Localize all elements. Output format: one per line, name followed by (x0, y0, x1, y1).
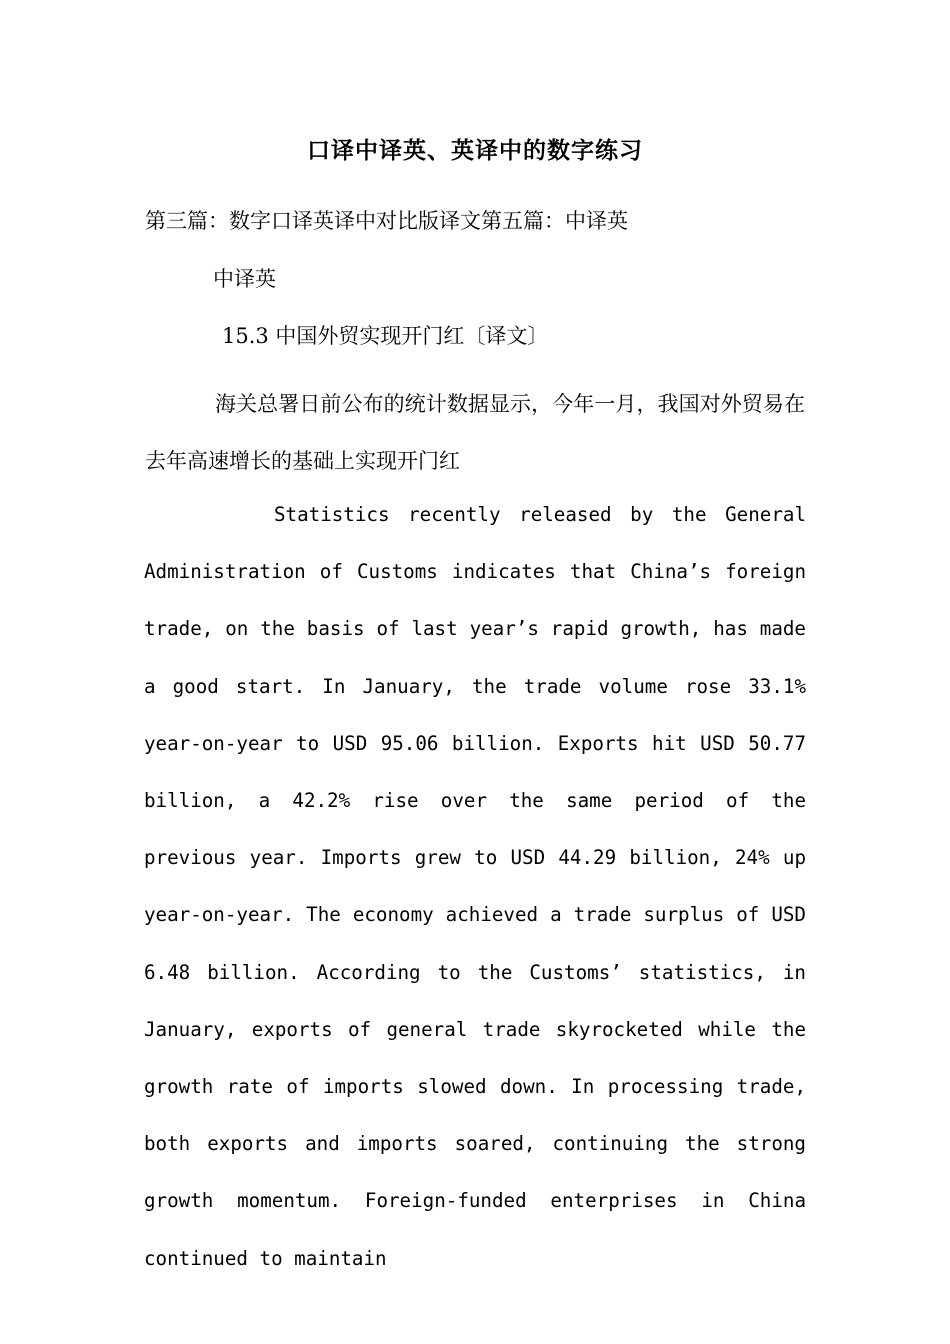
document-title: 口译中译英、英译中的数字练习 (307, 138, 643, 164)
document-subtitle: 第三篇：数字口译英译中对比版译文第五篇：中译英 (145, 209, 628, 233)
english-paragraph: Statistics recently released by the General Administration of Customs indicates that China’s foreign trade, on the basis of last year’s rapid growth, has made a good start. In January, the trade volume rose 33.1% year-on-year to USD 95.06 billion. Exports hit USD 50.77 billion, a 42.2% rise over the same period of the previous year. Imports grew to USD 44.29 billion, 24% up year-on-year. The economy achieved a trade surplus of USD 6.48 billion. According to the Customs’ statistics, in January, exports of general trade skyrocketed while the growth rate of imports slowed down. In processing trade, both exports and imports soared, continuing the strong growth momentum. Foreign-funded enterprises in China continued to maintain (144, 503, 806, 1270)
chinese-paragraph: 海关总署日前公布的统计数据显示，今年一月，我国对外贸易在去年高速增长的基础上实现开门红 (145, 392, 805, 473)
item-heading: 15.3 中国外贸实现开门红〔译文〕 (222, 324, 549, 348)
section-label: 中译英 (213, 267, 276, 291)
